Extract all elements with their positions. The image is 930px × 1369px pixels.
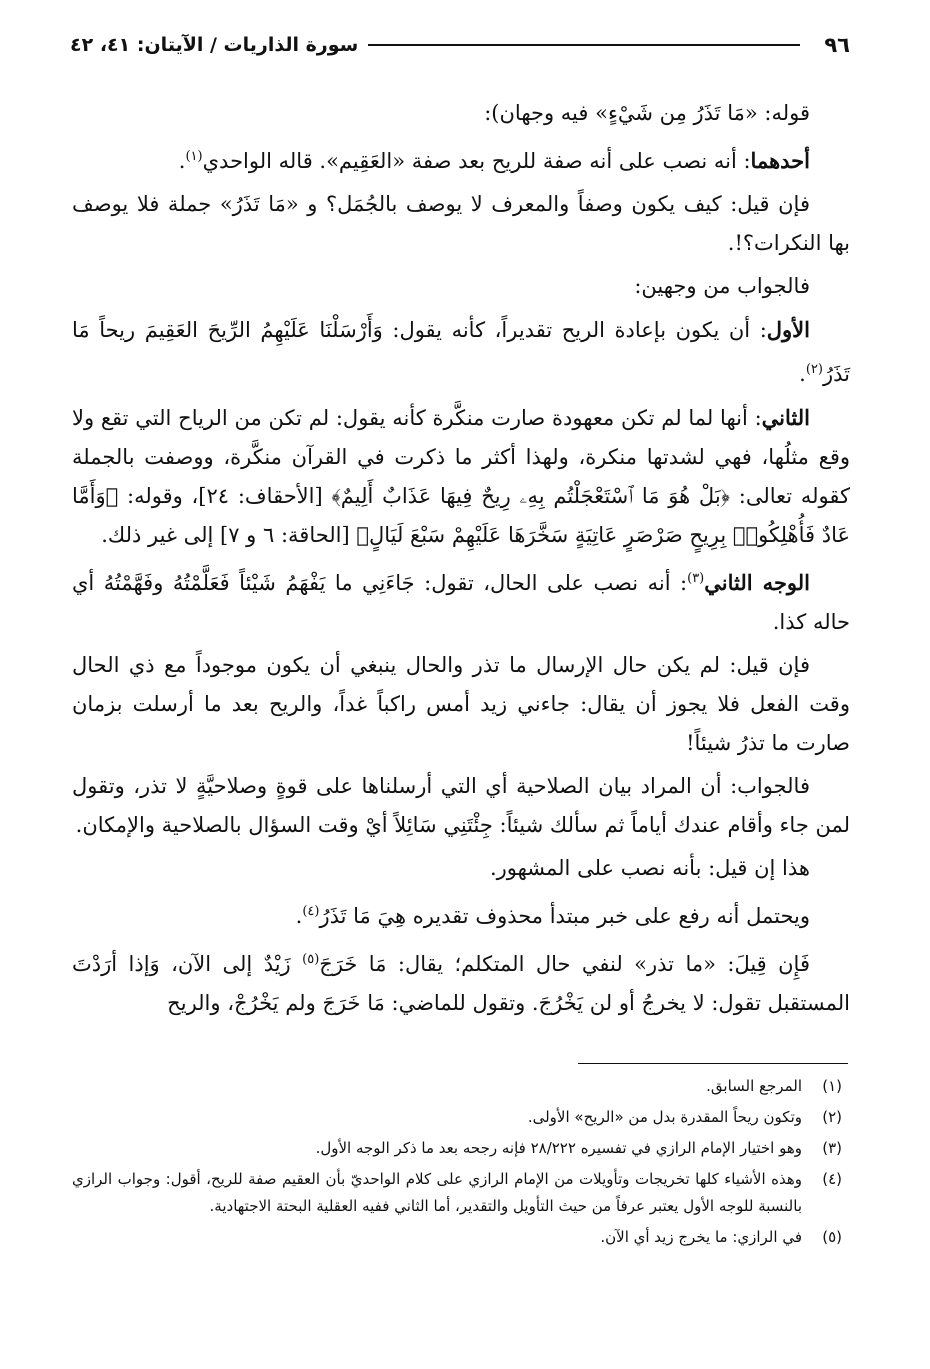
paragraph-7: الوجه الثاني$^{(٣)}$: أنه نصب على الحال، تقول: جَاءَنِي ما يَفْهَمُ شَيْئاً فَعَلَّمْتُهُ وفَهَّمْتُهُ أي حاله كذا. <box>72 570 850 634</box>
paragraph-label: الأول <box>766 317 810 342</box>
paragraph-label: أحدهما <box>750 148 810 173</box>
footnote-item <box>72 1166 842 1220</box>
footnote-text: وتكون ريحاً المقدرة بدل من «الريح» الأولى. <box>527 1108 802 1126</box>
footnote-ref-2: (٢) <box>805 362 823 377</box>
footnote-ref-3: (٣) <box>687 571 705 586</box>
paragraph-10: هذا إن قيل: بأنه نصب على المشهور. <box>489 856 810 880</box>
running-title: سورة الذاريات / الآيتان: ٤١، ٤٢ <box>70 34 359 56</box>
paragraph-5: الأول: أن يكون بإعادة الريح تقديراً، كأنه يقول: وَأَرْسَلْنَا عَلَيْهِمُ الرِّيحَ العَقِيمَ ريحاً مَا تَذَرُ$^{(٢)}$. <box>72 317 850 386</box>
paragraph-11: ويحتمل أنه رفع على خبر مبتدأ محذوف تقديره هِيَ مَا تَذَرُ$^{(٤)}$. <box>295 904 810 928</box>
paragraph-2: أحدهما: أنه نصب على أنه صفة للريح بعد صفة «العَقِيم». قاله الواحدي$^{(١)}$. <box>178 148 810 173</box>
paragraph-12: فَإِن قِيلَ: «ما تذر» لنفي حال المتكلم؛ يقال: مَا خَرَجَ$^{(٥)}$ زَيْدٌ إلى الآن، وَإذا أرَدْتَ المستقبل تقول: لا يخرجُ أو لن يَخْرُجَ. وتقول للماضي: مَا خَرَجَ ولم يَخْرُجْ، والريح <box>72 952 850 1015</box>
footnote-item <box>72 1224 842 1251</box>
paragraph-3: فإن قيل: كيف يكون وصفاً والمعرف لا يوصف بالجُمَل؟ و «مَا تَذَرُ» جملة فلا يوصف بها النكرات؟!. <box>72 192 850 255</box>
footnote-number: (٣) <box>822 1139 842 1157</box>
footnote-item <box>72 1135 842 1162</box>
paragraph-8: فإن قيل: لم يكن حال الإرسال ما تذر والحال ينبغي أن يكون موجوداً مع ذي الحال وقت الفعل فلا يجوز أن يقال: جاءني زيد أمس راكباً غداً، والريح بعد ما أرسلت بزمان صارت ما تذرُ شيئاً! <box>72 653 850 755</box>
footnote-text: المرجع السابق. <box>706 1077 802 1095</box>
main-text <box>72 94 850 1027</box>
page-number: ٩٦ <box>824 33 850 57</box>
page-header <box>70 28 850 62</box>
footnote-ref-5: (٥) <box>302 952 320 967</box>
footnote-text: في الرازي: ما يخرج زيد أي الآن. <box>600 1228 802 1246</box>
footnote-number: (٢) <box>822 1108 842 1126</box>
footnote-ref-4: (٤) <box>302 904 320 919</box>
footnote-item <box>72 1104 842 1131</box>
header-rule <box>368 44 800 46</box>
footnote-separator <box>578 1063 848 1064</box>
paragraph-6: الثاني: أنها لما لم تكن معهودة صارت منكَّرة كأنه يقول: لم تكن من الرياح التي تقع ولا وقع مثلُها، فهي لشدتها منكرة، ولهذا أكثر ما ذكرت في القرآن منكَّرة، ووصفت بالجملة كقوله تعالى: ﴿بَلْ هُوَ مَا ٱسْتَعْجَلْتُم بِهِۦ رِيحٌ فِيهَا عَذَابٌ أَلِيمٌ﴾ [الأحقاف: ٢٤]، وقوله: ﴿وَأَمَّا عَادٌ فَأُهْلِكُوا۟ بِرِيحٍ صَرْصَرٍ عَاتِيَةٍ سَخَّرَهَا عَلَيْهِمْ سَبْعَ لَيَالٍ﴾ [الحاقة: ٦ و ٧] إلى غير ذلك. <box>72 405 850 547</box>
paragraph-label: الوجه الثاني <box>704 570 811 595</box>
footnote-ref-1: (١) <box>185 149 203 164</box>
footnote-item <box>72 1073 842 1100</box>
footnote-number: (٤) <box>822 1170 842 1188</box>
paragraph-label: الثاني <box>761 405 810 430</box>
footnote-text: وهو اختيار الإمام الرازي في تفسيره ٢٨/٢٢٢ فإنه رجحه بعد ما ذكر الوجه الأول. <box>315 1139 802 1157</box>
footnote-number: (١) <box>822 1077 842 1095</box>
footnotes <box>72 1073 842 1255</box>
paragraph-9: فالجواب: أن المراد بيان الصلاحية أي التي أرسلناها على قوةٍ وصلاحيَّةٍ لا تذر، وتقول لمن جاء وأقام عندك أياماً ثم سألك شيئاً: جِئْتَنِي سَائِلاً أيْ وقت السؤال بالصلاحية والإمكان. <box>72 774 850 837</box>
paragraph-4: فالجواب من وجهين: <box>634 274 810 298</box>
footnote-text: وهذه الأشياء كلها تخريجات وتأويلات من الإمام الرازي على كلام الواحديّ بأن العقيم صفة للريح، أقول: وجواب الرازي بالنسبة للوجه الأول يعتبر عرفاً من حيث التأويل والتقدير، أما الثاني ففيه العقلية البحتة الاجتهادية. <box>72 1170 802 1215</box>
paragraph-1: قوله: «مَا تَذَرُ مِن شَيْءٍ» فيه وجهان): <box>484 101 810 125</box>
footnote-number: (٥) <box>822 1228 842 1246</box>
